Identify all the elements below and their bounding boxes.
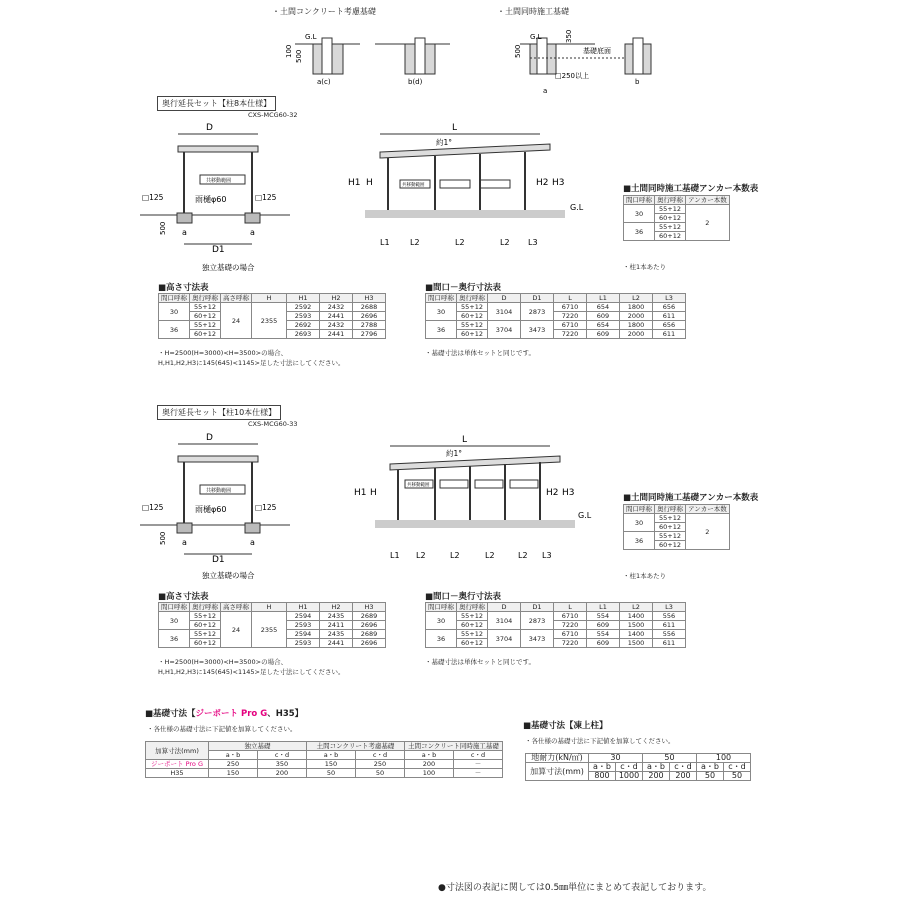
side-l2-c: L2 (485, 551, 495, 560)
foundation-cell: 50 (356, 769, 405, 778)
side-approx: 約1° (436, 138, 453, 147)
opening-cell: 60+12 (457, 312, 488, 321)
foundation-header: 独立基礎 (209, 742, 307, 751)
height-header: H1 (287, 603, 320, 612)
height-cell: 2594 (287, 630, 320, 639)
gl-label-3: G.L (530, 33, 542, 41)
opening-cell: 7220 (554, 312, 587, 321)
frozen-sub: a・b (589, 763, 616, 772)
foundation-title-prefix: ■基礎寸法【 (145, 709, 196, 719)
height-header: H3 (353, 603, 386, 612)
opening-cell: 2000 (620, 312, 653, 321)
side-l1: L1 (390, 551, 400, 560)
opening-cell: 55+12 (457, 612, 488, 621)
opening-table (425, 602, 686, 648)
dim-500-3: 500 (514, 44, 522, 58)
side-h: H (366, 178, 373, 188)
opening-cell: 654 (587, 303, 620, 312)
side-h1: H1 (354, 488, 367, 498)
opening-cell: 55+12 (457, 630, 488, 639)
foundation-cell: 150 (307, 760, 356, 769)
height-cell: 2432 (320, 303, 353, 312)
side-l2-a: L2 (416, 551, 426, 560)
anchor-cell: 60+12 (655, 232, 686, 241)
anchor-cell: 55+12 (655, 223, 686, 232)
foundation-subheader: a・b (307, 751, 356, 760)
frozen-sub: c・d (616, 763, 643, 772)
height-note-1: ・H=2500(H=3000)<H=3500>の場合、 (158, 658, 288, 666)
anchor-header: アンカー本数 (686, 196, 730, 205)
foundation-table (145, 741, 503, 778)
opening-cell: 2000 (620, 330, 653, 339)
side-h2: H2 (536, 178, 549, 188)
frozen-note: ・各仕様の基礎寸法に下記値を加算してください。 (525, 737, 675, 745)
label-250: □250以上 (555, 72, 589, 80)
opening-cell: 55+12 (457, 303, 488, 312)
height-cell: 2435 (320, 630, 353, 639)
front-sq-right: □125 (255, 193, 277, 202)
foundation-cell: 250 (356, 760, 405, 769)
anchor-header: アンカー本数 (686, 505, 730, 514)
frozen-sub: a・b (697, 763, 724, 772)
height-cell: 55+12 (190, 612, 221, 621)
side-l3: L3 (528, 238, 538, 247)
label-kiso-teimen: 基礎底面 (583, 47, 611, 55)
height-cell: 2593 (287, 621, 320, 630)
anchor-cell: 2 (686, 514, 730, 550)
opening-cell: 1400 (620, 612, 653, 621)
opening-cell: 2873 (521, 303, 554, 321)
front-sq-right: □125 (255, 503, 277, 512)
opening-note: ・基礎寸法は単体セットと同じです。 (425, 349, 535, 357)
dim-350: 350 (565, 29, 573, 43)
section-title: 奥行延長セット【柱8本仕様】 (157, 96, 276, 111)
opening-header: 間口呼称 (426, 294, 457, 303)
frozen-sub: c・d (724, 763, 751, 772)
frozen-bearing: 100 (697, 754, 751, 763)
opening-cell: 60+12 (457, 330, 488, 339)
foundation-header: 加算寸法(mm) (146, 742, 209, 760)
front-drain: 雨樋φ60 (195, 505, 227, 514)
foundation-cell: 50 (307, 769, 356, 778)
height-cell: 60+12 (190, 312, 221, 321)
side-h3: H3 (562, 488, 575, 498)
foundation-row-name: ジーポート Pro G (146, 760, 209, 769)
front-sign: 共移動範囲 (206, 488, 232, 494)
opening-cell: 3473 (521, 630, 554, 648)
opening-header: D (488, 603, 521, 612)
anchor-note: ・柱1本あたり (623, 263, 667, 271)
front-sq-left: □125 (142, 193, 164, 202)
model-number: CXS-MCG60-33 (248, 420, 298, 428)
foundation-cell: 150 (209, 769, 258, 778)
height-cell: 2435 (320, 612, 353, 621)
front-d1-label: D1 (212, 245, 225, 255)
height-header: H2 (320, 603, 353, 612)
anchor-cell: 36 (624, 532, 655, 550)
height-cell: 2441 (320, 330, 353, 339)
opening-cell: 1400 (620, 630, 653, 639)
dim-100-1: 100 (285, 44, 293, 58)
opening-cell: 6710 (554, 303, 587, 312)
height-cell: 2693 (287, 330, 320, 339)
anchor-header: 奥行呼称 (655, 196, 686, 205)
height-cell: 2688 (353, 303, 386, 312)
anchor-header: 間口呼称 (624, 505, 655, 514)
side-sign: 共移動範囲 (402, 183, 425, 188)
foundation-note: ・各仕様の基礎寸法に下記値を加算してください。 (147, 725, 297, 733)
height-note-2: H,H1,H2,H3に145(645)<1145>足した寸法にしてください。 (158, 359, 345, 367)
side-gl: G.L (570, 203, 584, 212)
anchor-cell: 55+12 (655, 205, 686, 214)
side-h1: H1 (348, 178, 361, 188)
height-cell: 2689 (353, 612, 386, 621)
opening-cell: 3104 (488, 303, 521, 321)
height-cell: 2355 (252, 303, 287, 339)
anchor-cell: 30 (624, 514, 655, 532)
opening-cell: 6710 (554, 612, 587, 621)
opening-header: L3 (653, 294, 686, 303)
height-header: H1 (287, 294, 320, 303)
anchor-cell: 36 (624, 223, 655, 241)
opening-cell: 609 (587, 330, 620, 339)
height-table (158, 602, 386, 648)
opening-cell: 1500 (620, 621, 653, 630)
front-a-right: a (250, 538, 255, 547)
opening-table (425, 293, 686, 339)
foundation-cell: 250 (209, 760, 258, 769)
height-cell: 2441 (320, 312, 353, 321)
side-l3: L3 (542, 551, 552, 560)
opening-header: 奥行呼称 (457, 603, 488, 612)
height-cell: 2696 (353, 312, 386, 321)
side-l2-c: L2 (500, 238, 510, 247)
opening-cell: 6710 (554, 630, 587, 639)
opening-header: L1 (587, 603, 620, 612)
caption-concrete-considered: ・土間コンクリート考慮基礎 (272, 7, 376, 16)
opening-cell: 609 (587, 639, 620, 648)
side-approx: 約1° (446, 449, 463, 458)
height-header: 間口呼称 (159, 603, 190, 612)
front-a-left: a (182, 228, 187, 237)
side-h3: H3 (552, 178, 565, 188)
foundation-row-name: H35 (146, 769, 209, 778)
opening-cell: 656 (653, 303, 686, 312)
frozen-table (525, 753, 751, 781)
height-table-title: ■高さ寸法表 (158, 592, 209, 602)
height-cell: 60+12 (190, 639, 221, 648)
section-title: 奥行延長セット【柱10本仕様】 (157, 405, 281, 420)
front-a-right: a (250, 228, 255, 237)
side-l2-b: L2 (450, 551, 460, 560)
height-cell: 2593 (287, 639, 320, 648)
height-cell: 30 (159, 303, 190, 321)
anchor-header: 間口呼称 (624, 196, 655, 205)
front-elevation-drawing (140, 430, 290, 585)
opening-cell: 7220 (554, 639, 587, 648)
height-cell: 2441 (320, 639, 353, 648)
opening-cell: 611 (653, 639, 686, 648)
opening-cell: 611 (653, 330, 686, 339)
anchor-cell: 60+12 (655, 541, 686, 550)
label-bd: b(d) (408, 78, 423, 86)
foundation-cell: 200 (405, 760, 454, 769)
anchor-cell: 60+12 (655, 523, 686, 532)
side-elevation-drawing (340, 120, 600, 260)
height-cell: 60+12 (190, 330, 221, 339)
model-number: CXS-MCG60-32 (248, 111, 298, 119)
frozen-cell: 200 (670, 772, 697, 781)
height-cell: 2689 (353, 630, 386, 639)
side-gl: G.L (578, 511, 592, 520)
opening-header: L1 (587, 294, 620, 303)
height-cell: 36 (159, 630, 190, 648)
height-cell: 2696 (353, 639, 386, 648)
anchor-cell: 55+12 (655, 532, 686, 541)
footer-note: ●寸法図の表記に関しては0.5㎜単位にまとめて表記しております。 (438, 883, 712, 893)
anchor-note: ・柱1本あたり (623, 572, 667, 580)
height-header: H (252, 294, 287, 303)
opening-cell: 611 (653, 621, 686, 630)
opening-header: D1 (521, 294, 554, 303)
opening-cell: 7220 (554, 330, 587, 339)
height-header: 間口呼称 (159, 294, 190, 303)
caption-simultaneous: ・土間同時施工基礎 (497, 7, 569, 16)
height-header: 奥行呼称 (190, 603, 221, 612)
opening-cell: 1500 (620, 639, 653, 648)
opening-cell: 654 (587, 321, 620, 330)
front-drain: 雨樋φ60 (195, 195, 227, 204)
anchor-cell: 55+12 (655, 514, 686, 523)
opening-cell: 6710 (554, 321, 587, 330)
foundation-cell: － (454, 769, 503, 778)
opening-header: 奥行呼称 (457, 294, 488, 303)
height-cell: 24 (221, 612, 252, 648)
opening-cell: 36 (426, 630, 457, 648)
front-d1-label: D1 (212, 555, 225, 565)
front-dim-500: 500 (159, 531, 167, 545)
gl-label-1: G.L (305, 33, 317, 41)
height-header: 奥行呼称 (190, 294, 221, 303)
side-elevation-drawing (350, 430, 600, 570)
height-cell: 2411 (320, 621, 353, 630)
height-header: 高さ呼称 (221, 294, 252, 303)
opening-cell: 3473 (521, 321, 554, 339)
anchor-table-title: ■土間同時施工基礎アンカー本数表 (623, 184, 759, 194)
front-elevation-drawing (140, 120, 290, 275)
height-cell: 2355 (252, 612, 287, 648)
opening-header: L3 (653, 603, 686, 612)
opening-header: L (554, 294, 587, 303)
side-l2-a: L2 (410, 238, 420, 247)
label-b-top: b (635, 78, 640, 86)
foundation-subheader: c・d (356, 751, 405, 760)
opening-cell: 1800 (620, 303, 653, 312)
opening-cell: 656 (653, 321, 686, 330)
front-dim-500: 500 (159, 221, 167, 235)
anchor-table (623, 195, 730, 241)
foundation-subheader: c・d (258, 751, 307, 760)
anchor-table-title: ■土間同時施工基礎アンカー本数表 (623, 493, 759, 503)
side-h2: H2 (546, 488, 559, 498)
opening-note: ・基礎寸法は単体セットと同じです。 (425, 658, 535, 666)
opening-header: 間口呼称 (426, 603, 457, 612)
height-cell: 24 (221, 303, 252, 339)
side-l1: L1 (380, 238, 390, 247)
front-sign: 共移動範囲 (206, 178, 232, 184)
front-note: 独立基礎の場合 (202, 263, 255, 272)
frozen-cell: 1000 (616, 772, 643, 781)
frozen-cell: 200 (643, 772, 670, 781)
side-l-label: L (462, 435, 468, 445)
frozen-label: 加算寸法(mm) (526, 763, 589, 781)
height-cell: 2796 (353, 330, 386, 339)
opening-cell: 60+12 (457, 621, 488, 630)
foundation-cell: 100 (405, 769, 454, 778)
height-cell: 2696 (353, 621, 386, 630)
opening-cell: 60+12 (457, 639, 488, 648)
anchor-cell: 2 (686, 205, 730, 241)
label-a-top: a (543, 87, 548, 95)
anchor-cell: 60+12 (655, 214, 686, 223)
opening-cell: 3104 (488, 612, 521, 630)
foundation-detail-drawing (265, 18, 665, 98)
height-cell: 55+12 (190, 303, 221, 312)
opening-header: L2 (620, 603, 653, 612)
foundation-subheader: c・d (454, 751, 503, 760)
opening-cell: 609 (587, 621, 620, 630)
height-header: H3 (353, 294, 386, 303)
opening-cell: 55+12 (457, 321, 488, 330)
opening-cell: 3704 (488, 321, 521, 339)
foundation-cell: 350 (258, 760, 307, 769)
height-cell: 60+12 (190, 621, 221, 630)
foundation-cell: － (454, 760, 503, 769)
anchor-header: 奥行呼称 (655, 505, 686, 514)
frozen-cell: 800 (589, 772, 616, 781)
anchor-table (623, 504, 730, 550)
label-ac: a(c) (317, 78, 331, 86)
height-cell: 30 (159, 612, 190, 630)
height-table (158, 293, 386, 339)
side-sign: 共移動範囲 (407, 483, 430, 488)
opening-cell: 554 (587, 612, 620, 621)
side-l-label: L (452, 123, 458, 133)
opening-table-title: ■間口－奥行寸法表 (425, 592, 502, 602)
foundation-subheader: a・b (209, 751, 258, 760)
frozen-bearing: 30 (589, 754, 643, 763)
frozen-label: 地耐力(kN/㎡) (526, 754, 589, 763)
height-cell: 55+12 (190, 321, 221, 330)
opening-cell: 556 (653, 612, 686, 621)
frozen-cell: 50 (697, 772, 724, 781)
front-d-label: D (206, 123, 213, 133)
opening-cell: 30 (426, 303, 457, 321)
side-l2-d: L2 (518, 551, 528, 560)
height-header: H (252, 603, 287, 612)
height-header: H2 (320, 294, 353, 303)
height-cell: 2432 (320, 321, 353, 330)
opening-cell: 554 (587, 630, 620, 639)
opening-cell: 3704 (488, 630, 521, 648)
opening-cell: 1800 (620, 321, 653, 330)
height-cell: 2692 (287, 321, 320, 330)
foundation-title (145, 707, 303, 719)
height-cell: 36 (159, 321, 190, 339)
opening-header: L (554, 603, 587, 612)
dim-500-1: 500 (295, 49, 303, 63)
front-note: 独立基礎の場合 (202, 571, 255, 580)
opening-cell: 30 (426, 612, 457, 630)
height-note-2: H,H1,H2,H3に145(645)<1145>足した寸法にしてください。 (158, 668, 345, 676)
height-cell: 2593 (287, 312, 320, 321)
opening-cell: 609 (587, 312, 620, 321)
opening-cell: 36 (426, 321, 457, 339)
height-note-1: ・H=2500(H=3000)<H=3500>の場合、 (158, 349, 288, 357)
front-d-label: D (206, 433, 213, 443)
foundation-title-suffix: 、H35】 (267, 709, 304, 719)
foundation-subheader: a・b (405, 751, 454, 760)
front-a-left: a (182, 538, 187, 547)
height-cell: 2594 (287, 612, 320, 621)
frozen-cell: 50 (724, 772, 751, 781)
opening-header: D1 (521, 603, 554, 612)
opening-cell: 2873 (521, 612, 554, 630)
height-table-title: ■高さ寸法表 (158, 283, 209, 293)
opening-cell: 7220 (554, 621, 587, 630)
opening-header: D (488, 294, 521, 303)
foundation-header: 土間コンクリート同時施工基礎 (405, 742, 503, 751)
frozen-sub: a・b (643, 763, 670, 772)
anchor-cell: 30 (624, 205, 655, 223)
opening-cell: 611 (653, 312, 686, 321)
height-cell: 2788 (353, 321, 386, 330)
side-h: H (370, 488, 377, 498)
opening-header: L2 (620, 294, 653, 303)
foundation-cell: 200 (258, 769, 307, 778)
frozen-sub: c・d (670, 763, 697, 772)
opening-cell: 556 (653, 630, 686, 639)
opening-table-title: ■間口－奥行寸法表 (425, 283, 502, 293)
height-cell: 2592 (287, 303, 320, 312)
front-sq-left: □125 (142, 503, 164, 512)
frozen-bearing: 50 (643, 754, 697, 763)
foundation-title-brand: ジーポート Pro G (195, 709, 268, 719)
height-cell: 55+12 (190, 630, 221, 639)
side-l2-b: L2 (455, 238, 465, 247)
foundation-header: 土間コンクリート考慮基礎 (307, 742, 405, 751)
height-header: 高さ呼称 (221, 603, 252, 612)
frozen-title: ■基礎寸法【凍上柱】 (523, 721, 608, 731)
